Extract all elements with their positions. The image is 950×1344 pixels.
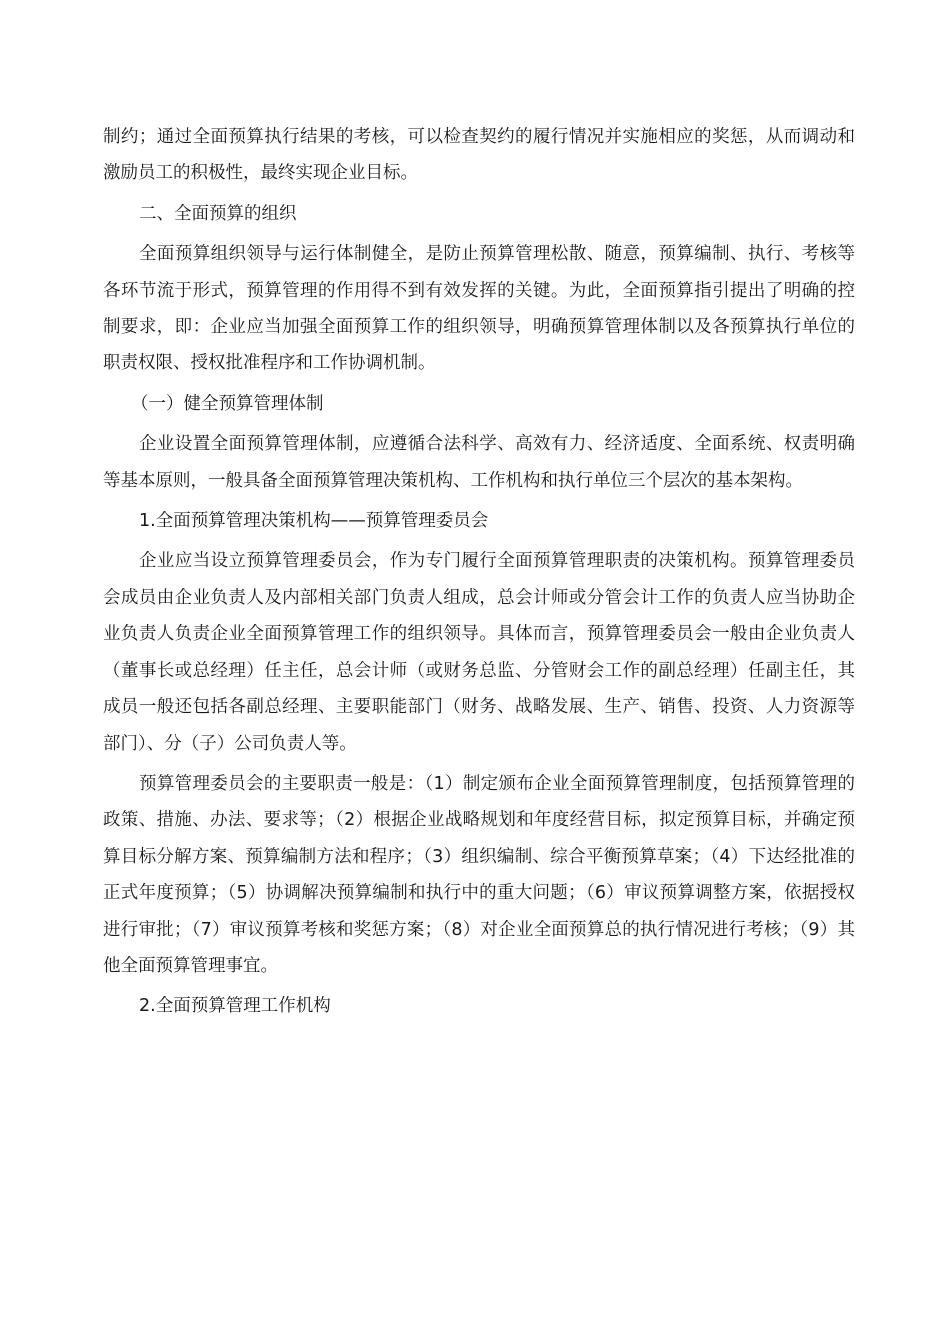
item-heading: 2.全面预算管理工作机构 xyxy=(139,996,331,1017)
item-heading: 1.全面预算管理决策机构——预算管理委员会 xyxy=(139,511,489,532)
subsection-heading: （一）健全预算管理体制 xyxy=(131,393,324,414)
paragraph-continued: 制约；通过全面预算执行结果的考核，可以检查契约的履行情况并实施相应的奖惩，从而调动和激励员工的积极性，最终实现企业目标。 xyxy=(103,127,855,184)
section-heading: 二、全面预算的组织 xyxy=(139,203,297,224)
paragraph: 企业设置全面预算管理体制，应遵循合法科学、高效有力、经济适度、全面系统、权责明确等基本原则，一般具备全面预算管理决策机构、工作机构和执行单位三个层次的基本架构。 xyxy=(103,434,855,491)
document-body xyxy=(103,119,855,1025)
paragraph: 预算管理委员会的主要职责一般是：（1）制定颁布企业全面预算管理制度，包括预算管理的政策、措施、办法、要求等；（2）根据企业战略规划和年度经营目标，拟定预算目标，并确定预算目标分解方案、预算编制方法和程序；（3）组织编制、综合平衡预算草案；（4）下达经批准的正式年度预算；（5）协调解决预算编制和执行中的重大问题；（6）审议预算调整方案，依据授权进行审批；（7）审议预算考核和奖惩方案；（8）对企业全面预算总的执行情况进行考核；（9）其他全面预算管理事宜。 xyxy=(103,773,855,976)
paragraph: 全面预算组织领导与运行体制健全，是防止预算管理松散、随意，预算编制、执行、考核等各环节流于形式，预算管理的作用得不到有效发挥的关键。为此，全面预算指引提出了明确的控制要求，即：企业应当加强全面预算工作的组织领导，明确预算管理体制以及各预算执行单位的职责权限、授权批准程序和工作协调机制。 xyxy=(103,244,855,374)
paragraph: 企业应当设立预算管理委员会，作为专门履行全面预算管理职责的决策机构。预算管理委员会成员由企业负责人及内部相关部门负责人组成，总会计师或分管会计工作的负责人应当协助企业负责人负责企业全面预算管理工作的组织领导。具体而言，预算管理委员会一般由企业负责人（董事长或总经理）任主任，总会计师（或财务总监、分管财会工作的副总经理）任副主任，其成员一般还包括各副总经理、主要职能部门（财务、战略发展、生产、销售、投资、人力资源等部门）、分（子）公司负责人等。 xyxy=(103,551,855,754)
